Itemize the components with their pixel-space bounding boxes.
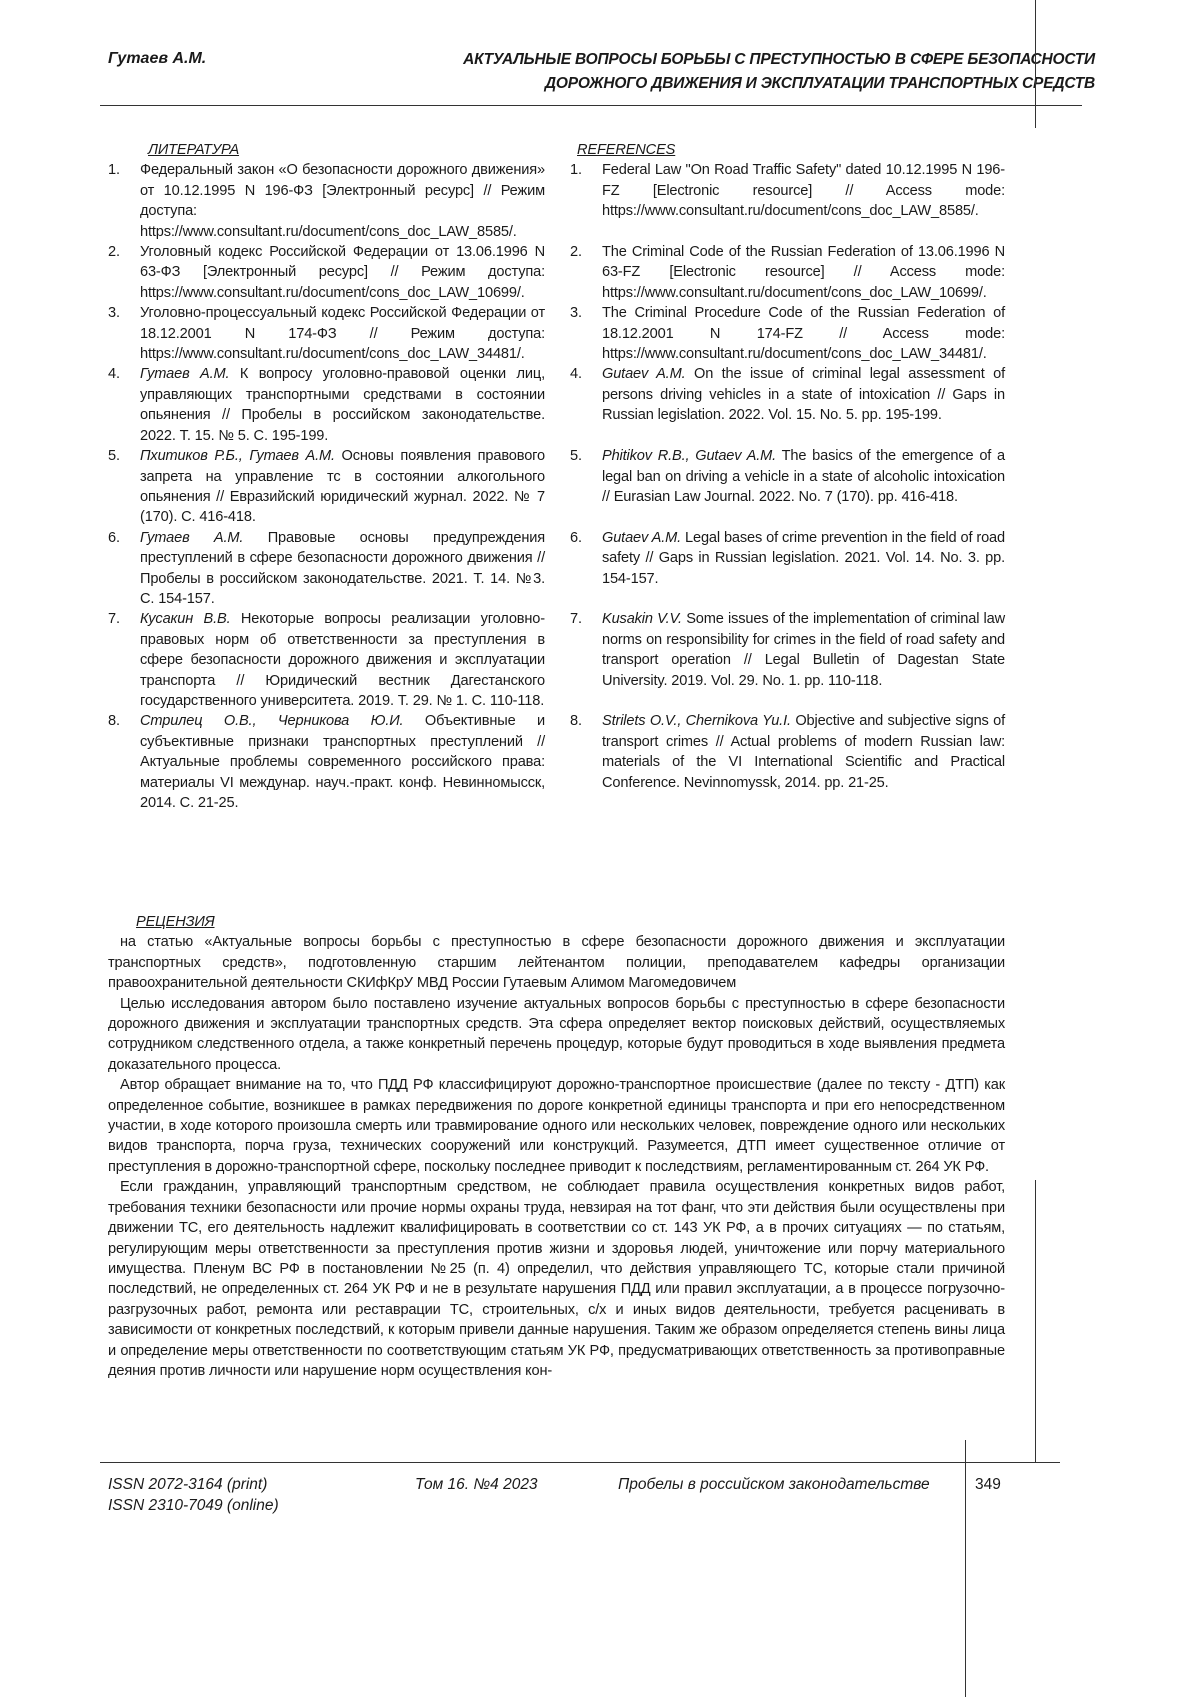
footer-vertical-rule (1035, 1180, 1036, 1462)
literature-item (108, 711, 545, 813)
header-title-line: АКТУАЛЬНЫЕ ВОПРОСЫ БОРЬБЫ С ПРЕСТУПНОСТЬЮ В СФЕРЕ БЕЗОПАСНОСТИ (330, 48, 1095, 72)
item-authors: Phitikov R.B., Gutaev A.M. (602, 448, 776, 464)
literature-title: ЛИТЕРАТУРА (108, 142, 239, 158)
item-number: 1. (108, 160, 140, 242)
page-number: 349 (975, 1474, 1001, 1495)
item-text (140, 446, 545, 528)
item-number: 2. (108, 242, 140, 303)
item-body: К вопросу уголовно-правовой оценки лиц, управляющих транспортными средствами в состоянии опьянения // Пробелы в российском законодательстве. 2022. Т. 15. № 5. С. 195-199. (140, 366, 545, 443)
item-number: 3. (108, 303, 140, 364)
reference-row (108, 446, 1005, 528)
item-authors: Кусакин В.В. (140, 611, 231, 627)
reference-row (108, 711, 1005, 813)
item-body: On the issue of criminal legal assessment of persons driving vehicles in a state of intoxication // Gaps in Russian legislation. 2022. Vol. 15. No. 5. pp. 195-199. (602, 366, 1005, 423)
item-text (602, 528, 1005, 610)
header-rule (100, 105, 1082, 106)
reference-item (545, 242, 1005, 303)
header-title (330, 48, 1095, 96)
item-text (140, 303, 545, 364)
item-authors: Гутаев А.М. (140, 366, 229, 382)
review-paragraph: на статью «Актуальные вопросы борьбы с преступностью в сфере безопасности дорожного движения и эксплуатации транспортных средств», подготовленную старшим лейтенантом полиции, преподавателем кафедры организации правоохранительной деятельности СКИфКрУ МВД России Гутаевым Алимом Магомедовичем (108, 932, 1005, 993)
item-body: Уголовный кодекс Российской Федерации от 13.06.1996 N 63-ФЗ [Электронный ресурс] // Режим доступа: https://www.consultant.ru/document/cons_doc_LAW_10699/. (140, 244, 545, 301)
item-text (602, 242, 1005, 303)
review-title: РЕЦЕНЗИЯ (108, 912, 1005, 932)
item-authors: Пхитиков Р.Б., Гутаев А.М. (140, 448, 335, 464)
item-body: Основы появления правового запрета на управление тс в состоянии алкогольного опьянения // Евразийский юридический журнал. 2022. № 7 (170). С. 416-418. (140, 448, 545, 525)
header-title-line: ДОРОЖНОГО ДВИЖЕНИЯ И ЭКСПЛУАТАЦИИ ТРАНСПОРТНЫХ СРЕДСТВ (330, 72, 1095, 96)
item-body: Уголовно-процессуальный кодекс Российской Федерации от 18.12.2001 N 174-ФЗ // Режим доступа: https://www.consultant.ru/document/cons_doc_LAW_34481/. (140, 305, 545, 362)
literature-item (108, 364, 545, 446)
item-text (602, 303, 1005, 364)
literature-item (108, 303, 545, 364)
item-authors: Gutaev A.M. (602, 530, 681, 546)
item-authors: Стрилец О.В., Черникова Ю.И. (140, 713, 403, 729)
item-number: 5. (108, 446, 140, 528)
reference-item (545, 711, 1005, 813)
item-text (602, 364, 1005, 446)
issn-print: ISSN 2072-3164 (print) (108, 1474, 279, 1495)
review-paragraph: Автор обращает внимание на то, что ПДД РФ классифицируют дорожно-транспортное происшествие (далее по тексту - ДТП) как определенное событие, возникшее в рамках передвижения по дороге конкретной единицы транспорта и при его непосредственном участии, в ходе которого произошла смерть или травмирование одного или нескольких человек, повреждение одного или нескольких видов транспорта, порча груза, технических сооружений или конструкций. Разумеется, ДТП имеет существенное отличие от преступления в дорожно-транспортной сфере, поскольку последнее приводит к последствиям, регламентированным ст. 264 УК РФ. (108, 1075, 1005, 1177)
reference-row (108, 242, 1005, 303)
item-body: The Criminal Code of the Russian Federation of 13.06.1996 N 63-FZ [Electronic resource] // Access mode: https://www.consultant.ru/document/cons_doc_LAW_10699/. (602, 244, 1005, 301)
item-body: Some issues of the implementation of criminal law norms on responsibility for crimes in the field of road safety and transport operation // Legal Bulletin of Dagestan State University. 2019. Vol. 29. No. 1. pp. 110-118. (602, 611, 1005, 688)
literature-item (108, 160, 545, 242)
review-paragraph: Целью исследования автором было поставлено изучение актуальных вопросов борьбы с преступностью в сфере безопасности дорожного движения и эксплуатации транспортных средств. Эта сфера определяет вектор поисковых действий, осуществляемых сотрудником следственного отдела, а также конкретный перечень процедур, которые будут проводиться в ходе выявления предмета доказательного процесса. (108, 994, 1005, 1076)
item-body: Федеральный закон «О безопасности дорожного движения» от 10.12.1995 N 196-ФЗ [Электронный ресурс] // Режим доступа: https://www.consultant.ru/document/cons_doc_LAW_8585/. (140, 162, 545, 239)
references-section (108, 140, 1005, 813)
item-body: Объективные и субъективные признаки транспортных преступлений // Актуальные проблемы современного российского права: материалы VI междунар. науч.-практ. конф. Невинномысск, 2014. С. 21-25. (140, 713, 545, 811)
item-number: 8. (108, 711, 140, 813)
footer-page-rule (965, 1440, 966, 1697)
item-text (140, 711, 545, 813)
item-number: 7. (108, 609, 140, 711)
item-text (140, 528, 545, 610)
reference-row (108, 160, 1005, 242)
item-text (602, 446, 1005, 528)
item-body: Legal bases of crime prevention in the field of road safety // Gaps in Russian legislation. 2021. Vol. 14. No. 3. pp. 154-157. (602, 530, 1005, 587)
item-number: 4. (570, 364, 602, 446)
item-text (140, 609, 545, 711)
item-body: Objective and subjective signs of transport crimes // Actual problems of modern Russian law: materials of the VI International Scientific and Practical Conference. Nevinnomyssk, 2014. pp. 21-25. (602, 713, 1005, 790)
header-vertical-rule (1035, 0, 1036, 128)
item-text (602, 711, 1005, 813)
item-body: The Criminal Procedure Code of the Russian Federation of 18.12.2001 N 174-FZ // Access mode: https://www.consultant.ru/document/cons_doc_LAW_34481/. (602, 305, 1005, 362)
reference-row (108, 528, 1005, 610)
literature-item (108, 528, 545, 610)
item-body: Federal Law "On Road Traffic Safety" dated 10.12.1995 N 196-FZ [Electronic resource] // Access mode: https://www.consultant.ru/document/cons_doc_LAW_8585/. (602, 162, 1005, 219)
item-number: 4. (108, 364, 140, 446)
reference-item (545, 160, 1005, 242)
item-number: 2. (570, 242, 602, 303)
footer-issn (108, 1474, 279, 1516)
item-text (140, 242, 545, 303)
literature-item (108, 242, 545, 303)
literature-item (108, 609, 545, 711)
item-authors: Strilets O.V., Chernikova Yu.I. (602, 713, 791, 729)
item-number: 6. (108, 528, 140, 610)
item-authors: Kusakin V.V. (602, 611, 682, 627)
review-section (108, 912, 1005, 1381)
item-number: 6. (570, 528, 602, 610)
item-number: 7. (570, 609, 602, 711)
item-number: 3. (570, 303, 602, 364)
reference-item (545, 303, 1005, 364)
reference-row (108, 609, 1005, 711)
references-title: REFERENCES (570, 142, 675, 158)
item-body: The basics of the emergence of a legal ban on driving a vehicle in a state of alcoholic intoxication // Eurasian Law Journal. 2022. No. 7 (170). pp. 416-418. (602, 448, 1005, 505)
item-text (602, 160, 1005, 242)
item-authors: Gutaev A.M. (602, 366, 686, 382)
item-text (602, 609, 1005, 711)
item-authors: Гутаев А.М. (140, 530, 243, 546)
item-text (140, 160, 545, 242)
reference-item (545, 446, 1005, 528)
footer-rule (100, 1462, 1060, 1463)
item-text (140, 364, 545, 446)
literature-item (108, 446, 545, 528)
reference-row (108, 303, 1005, 364)
issn-online: ISSN 2310-7049 (online) (108, 1495, 279, 1516)
item-number: 8. (570, 711, 602, 813)
review-paragraph: Если гражданин, управляющий транспортным средством, не соблюдает правила осуществления конкретных видов работ, требования техники безопасности или прочие нормы охраны труда, невзирая на тот фанг, что эти действия были осуществлены при движении ТС, его деятельность надлежит квалифицировать в соответствии со ст. 143 УК РФ, а в прочих ситуациях — по статьям, регулирующим меры ответственности за преступления против жизни и здоровья людей, уничтожение или порчу материального имущества. Пленум ВС РФ в постановлении №25 (п. 4) определил, что действия управляющего ТС, которые стали причиной последствий, не определенных ст. 264 УК РФ и не в результате нарушения ПДД или правил эксплуатации, а в процессе погрузочно-разгрузочных работ, ремонта или реставрации ТС, строительных, с/х и иных видов деятельности, требуется расценивать в зависимости от конкретных последствий, к которым привели данные нарушения. Таким же образом определяется степень вины лица и определение меры ответственности по соответствующим статьям УК РФ, предусматривающих ответственность за противоправные деяния против личности или нарушение норм осуществления кон- (108, 1177, 1005, 1381)
reference-item (545, 364, 1005, 446)
footer-volume: Том 16. №4 2023 (415, 1474, 538, 1495)
reference-item (545, 528, 1005, 610)
item-body: Правовые основы предупреждения преступлений в сфере безопасности дорожного движения // Пробелы в российском законодательстве. 2021. Т. 14. №3. С. 154-157. (140, 530, 545, 607)
reference-item (545, 609, 1005, 711)
item-number: 1. (570, 160, 602, 242)
reference-row (108, 364, 1005, 446)
footer-journal: Пробелы в российском законодательстве (618, 1474, 930, 1495)
header-author: Гутаев А.М. (108, 50, 206, 68)
item-body: Некоторые вопросы реализации уголовно-правовых норм об ответственности за преступления в сфере безопасности дорожного движения и эксплуатации транспорта // Юридический вестник Дагестанского государственного университета. 2019. Т. 29. № 1. С. 110-118. (140, 611, 545, 709)
item-number: 5. (570, 446, 602, 528)
